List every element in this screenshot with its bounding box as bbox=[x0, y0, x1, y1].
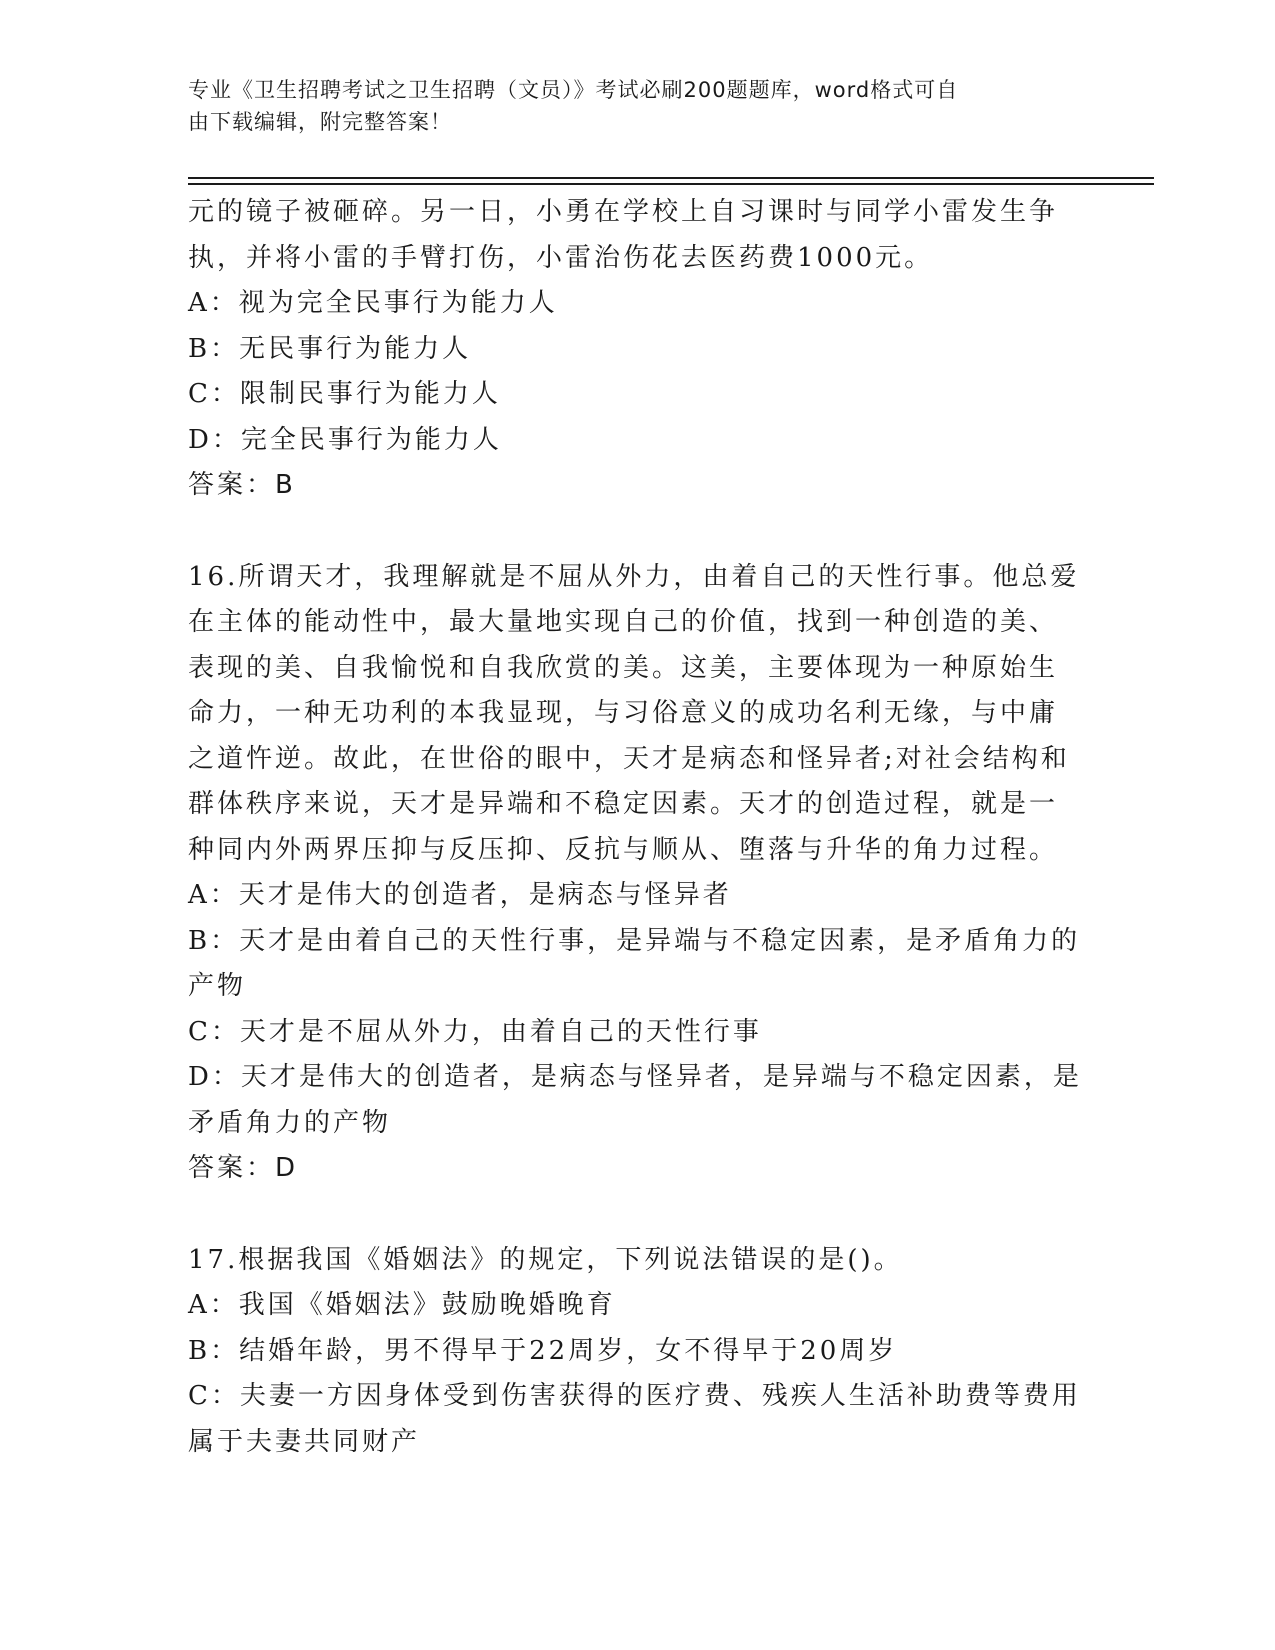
question-17-option-c: C：夫妻一方因身体受到伤害获得的医疗费、残疾人生活补助费等费用 bbox=[188, 1381, 1081, 1411]
header-divider-bottom bbox=[188, 183, 1154, 185]
question-16-answer: 答案：D bbox=[188, 1153, 299, 1183]
question-16-stem-line: 命力，一种无功利的本我显现，与习俗意义的成功名利无缘，与中庸 bbox=[188, 698, 1059, 728]
spacer bbox=[188, 1192, 1088, 1238]
question-17-option-b: B：结婚年龄，男不得早于22周岁，女不得早于20周岁 bbox=[188, 1335, 898, 1366]
question-15-answer: 答案：B bbox=[188, 470, 296, 500]
question-16-option-d: D：天才是伟大的创造者，是病态与怪异者，是异端与不稳定因素，是 bbox=[188, 1062, 1082, 1092]
question-16-stem-line: 群体秩序来说，天才是异端和不稳定因素。天才的创造过程，就是一 bbox=[188, 789, 1059, 819]
question-16-option-a: A：天才是伟大的创造者，是病态与怪异者 bbox=[188, 880, 732, 910]
question-16-option-b-continued: 产物 bbox=[188, 971, 247, 1001]
question-15-option-a: A：视为完全民事行为能力人 bbox=[188, 288, 558, 318]
question-17-stem: 17.根据我国《婚姻法》的规定，下列说法错误的是()。 bbox=[188, 1244, 903, 1275]
question-15-stem-line: 元的镜子被砸碎。另一日，小勇在学校上自习课时与同学小雷发生争 bbox=[188, 197, 1059, 227]
question-15-option-c: C：限制民事行为能力人 bbox=[188, 379, 501, 409]
question-15-option-b: B：无民事行为能力人 bbox=[188, 333, 472, 364]
question-16-stem-line: 16.所谓天才，我理解就是不屈从外力，由着自己的天性行事。他总爱 bbox=[188, 561, 1080, 592]
question-15-stem-line: 执，并将小雷的手臂打伤，小雷治伤花去医药费1000元。 bbox=[188, 242, 934, 273]
question-17-option-c-continued: 属于夫妻共同财产 bbox=[188, 1426, 421, 1457]
document-body bbox=[188, 190, 1088, 1465]
question-17-option-a: A：我国《婚姻法》鼓励晚婚晚育 bbox=[188, 1290, 616, 1320]
question-16-stem-line: 表现的美、自我愉悦和自我欣赏的美。这美，主要体现为一种原始生 bbox=[188, 652, 1059, 683]
header-divider-top bbox=[188, 177, 1154, 179]
header-title-line-1: 专业《卫生招聘考试之卫生招聘（文员）》考试必刷200题题库，word格式可自 bbox=[188, 78, 959, 102]
spacer bbox=[188, 509, 1088, 555]
question-16-stem-line: 种同内外两界压抑与反压抑、反抗与顺从、堕落与升华的角力过程。 bbox=[188, 834, 1059, 865]
question-16-option-b: B：天才是由着自己的天性行事，是异端与不稳定因素，是矛盾角力的 bbox=[188, 925, 1081, 956]
question-16-stem-line: 之道忤逆。故此，在世俗的眼中，天才是病态和怪异者;对社会结构和 bbox=[188, 743, 1070, 774]
question-15-option-d: D：完全民事行为能力人 bbox=[188, 424, 502, 455]
header-title-line-2: 由下载编辑，附完整答案！ bbox=[188, 110, 452, 134]
question-16-option-c: C：天才是不屈从外力，由着自己的天性行事 bbox=[188, 1016, 762, 1047]
document-header bbox=[188, 74, 1068, 138]
question-16-option-d-continued: 矛盾角力的产物 bbox=[188, 1107, 392, 1138]
question-16-stem-line: 在主体的能动性中，最大量地实现自己的价值，找到一种创造的美、 bbox=[188, 607, 1059, 637]
